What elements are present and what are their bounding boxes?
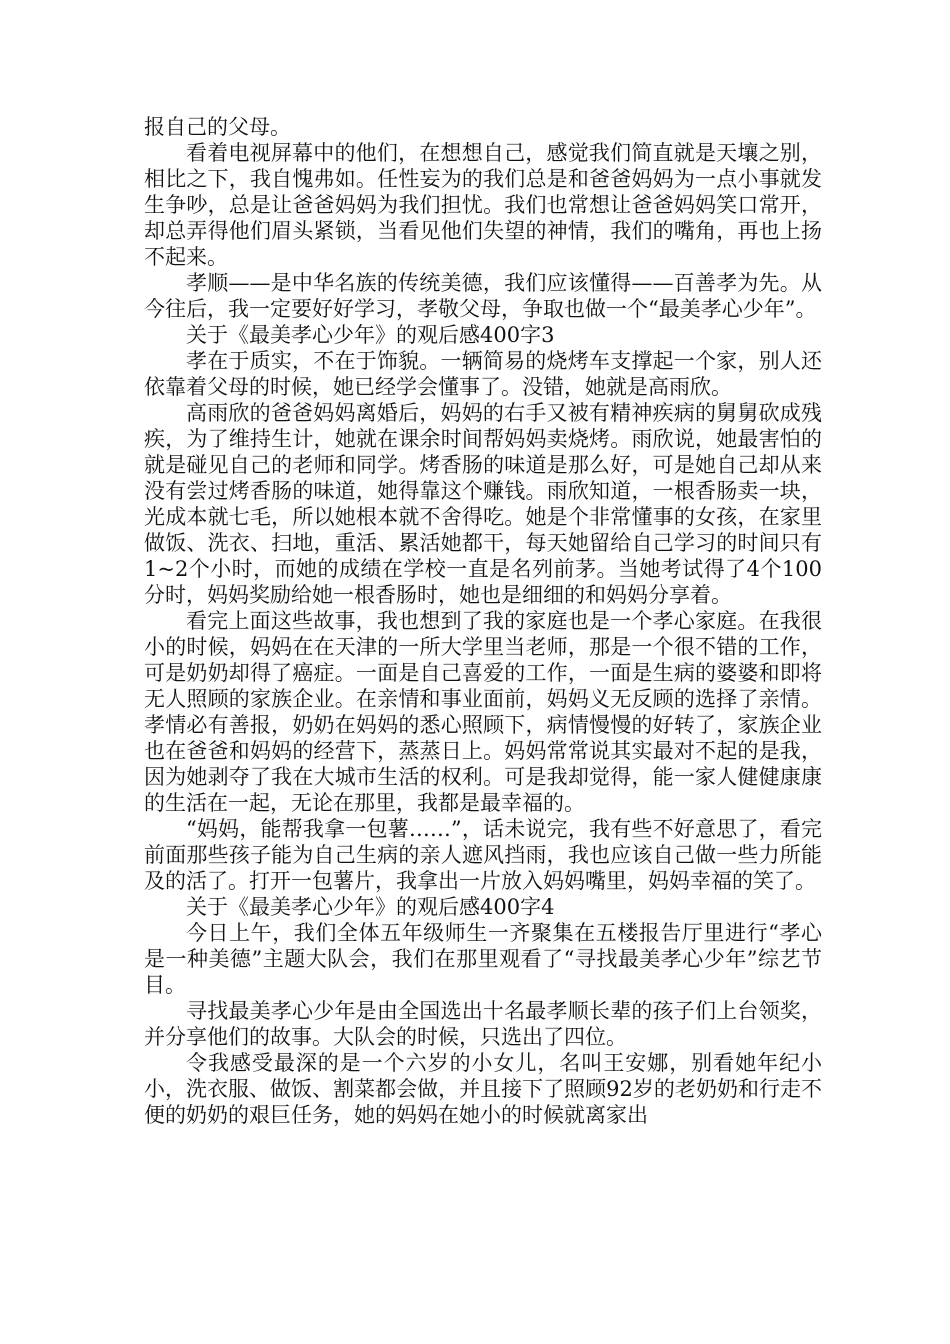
paragraph: 看着电视屏幕中的他们，在想想自己，感觉我们简直就是天壤之别，相比之下，我自愧弗如。任性妄为的我们总是和爸爸妈妈为一点小事就发生争吵，总是让爸爸妈妈为我们担忧。我们也常想让爸爸妈妈笑口常开，却总弄得他们眉头紧锁，当看见他们失望的神情，我们的嘴角，再也上扬不起来。	[144, 141, 822, 269]
paragraph: 看完上面这些故事，我也想到了我的家庭也是一个孝心家庭。在我很小的时候，妈妈在在天津的一所大学里当老师，那是一个很不错的工作，可是奶奶却得了癌症。一面是自己喜爱的工作，一面是生病的婆婆和即将无人照顾的家族企业。在亲情和事业面前，妈妈义无反顾的选择了亲情。孝情必有善报，奶奶在妈妈的悉心照顾下，病情慢慢的好转了，家族企业也在爸爸和妈妈的经营下，蒸蒸日上。妈妈常常说其实最对不起的是我，因为她剥夺了我在大城市生活的权利。可是我却觉得，能一家人健健康康的生活在一起，无论在那里，我都是最幸福的。	[144, 609, 822, 815]
paragraph: 孝顺——是中华名族的传统美德，我们应该懂得——百善孝为先。从今往后，我一定要好好学习，孝敬父母，争取也做一个“最美孝心少年”。	[144, 271, 822, 321]
paragraph: 孝在于质实，不在于饰貌。一辆简易的烧烤车支撑起一个家，别人还依靠着父母的时候，她已经学会懂事了。没错，她就是高雨欣。	[144, 349, 822, 399]
paragraph: 令我感受最深的是一个六岁的小女儿，名叫王安娜，别看她年纪小小，洗衣服、做饭、割菜都会做，并且接下了照顾92岁的老奶奶和行走不便的奶奶的艰巨任务，她的妈妈在她小的时候就离家出	[144, 1051, 822, 1127]
paragraph: “妈妈，能帮我拿一包薯……”，话未说完，我有些不好意思了，看完前面那些孩子能为自己生病的亲人遮风挡雨，我也应该自己做一些力所能及的活了。打开一包薯片，我拿出一片放入妈妈嘴里，妈妈幸福的笑了。	[144, 817, 822, 893]
section-heading: 关于《最美孝心少年》的观后感400字4	[186, 895, 555, 919]
document-page	[144, 114, 822, 1128]
paragraph: 寻找最美孝心少年是由全国选出十名最孝顺长辈的孩子们上台领奖，并分享他们的故事。大队会的时候，只选出了四位。	[144, 999, 822, 1049]
section-heading: 关于《最美孝心少年》的观后感400字3	[186, 323, 555, 347]
paragraph-continuation: 报自己的父母。	[144, 115, 291, 139]
paragraph: 高雨欣的爸爸妈妈离婚后，妈妈的右手又被有精神疾病的舅舅砍成残疾，为了维持生计，她就在课余时间帮妈妈卖烧烤。雨欣说，她最害怕的就是碰见自己的老师和同学。烤香肠的味道是那么好，可是她自己却从来没有尝过烤香肠的味道，她得靠这个赚钱。雨欣知道，一根香肠卖一块，光成本就七毛，所以她根本就不舍得吃。她是个非常懂事的女孩，在家里做饭、洗衣、扫地，重活、累活她都干，每天她留给自己学习的时间只有1~2个小时，而她的成绩在学校一直是名列前茅。当她考试得了4个100分时，妈妈奖励给她一根香肠时，她也是细细的和妈妈分享着。	[144, 401, 822, 607]
paragraph: 今日上午，我们全体五年级师生一齐聚集在五楼报告厅里进行“孝心是一种美德”主题大队会，我们在那里观看了“寻找最美孝心少年”综艺节目。	[144, 921, 822, 997]
